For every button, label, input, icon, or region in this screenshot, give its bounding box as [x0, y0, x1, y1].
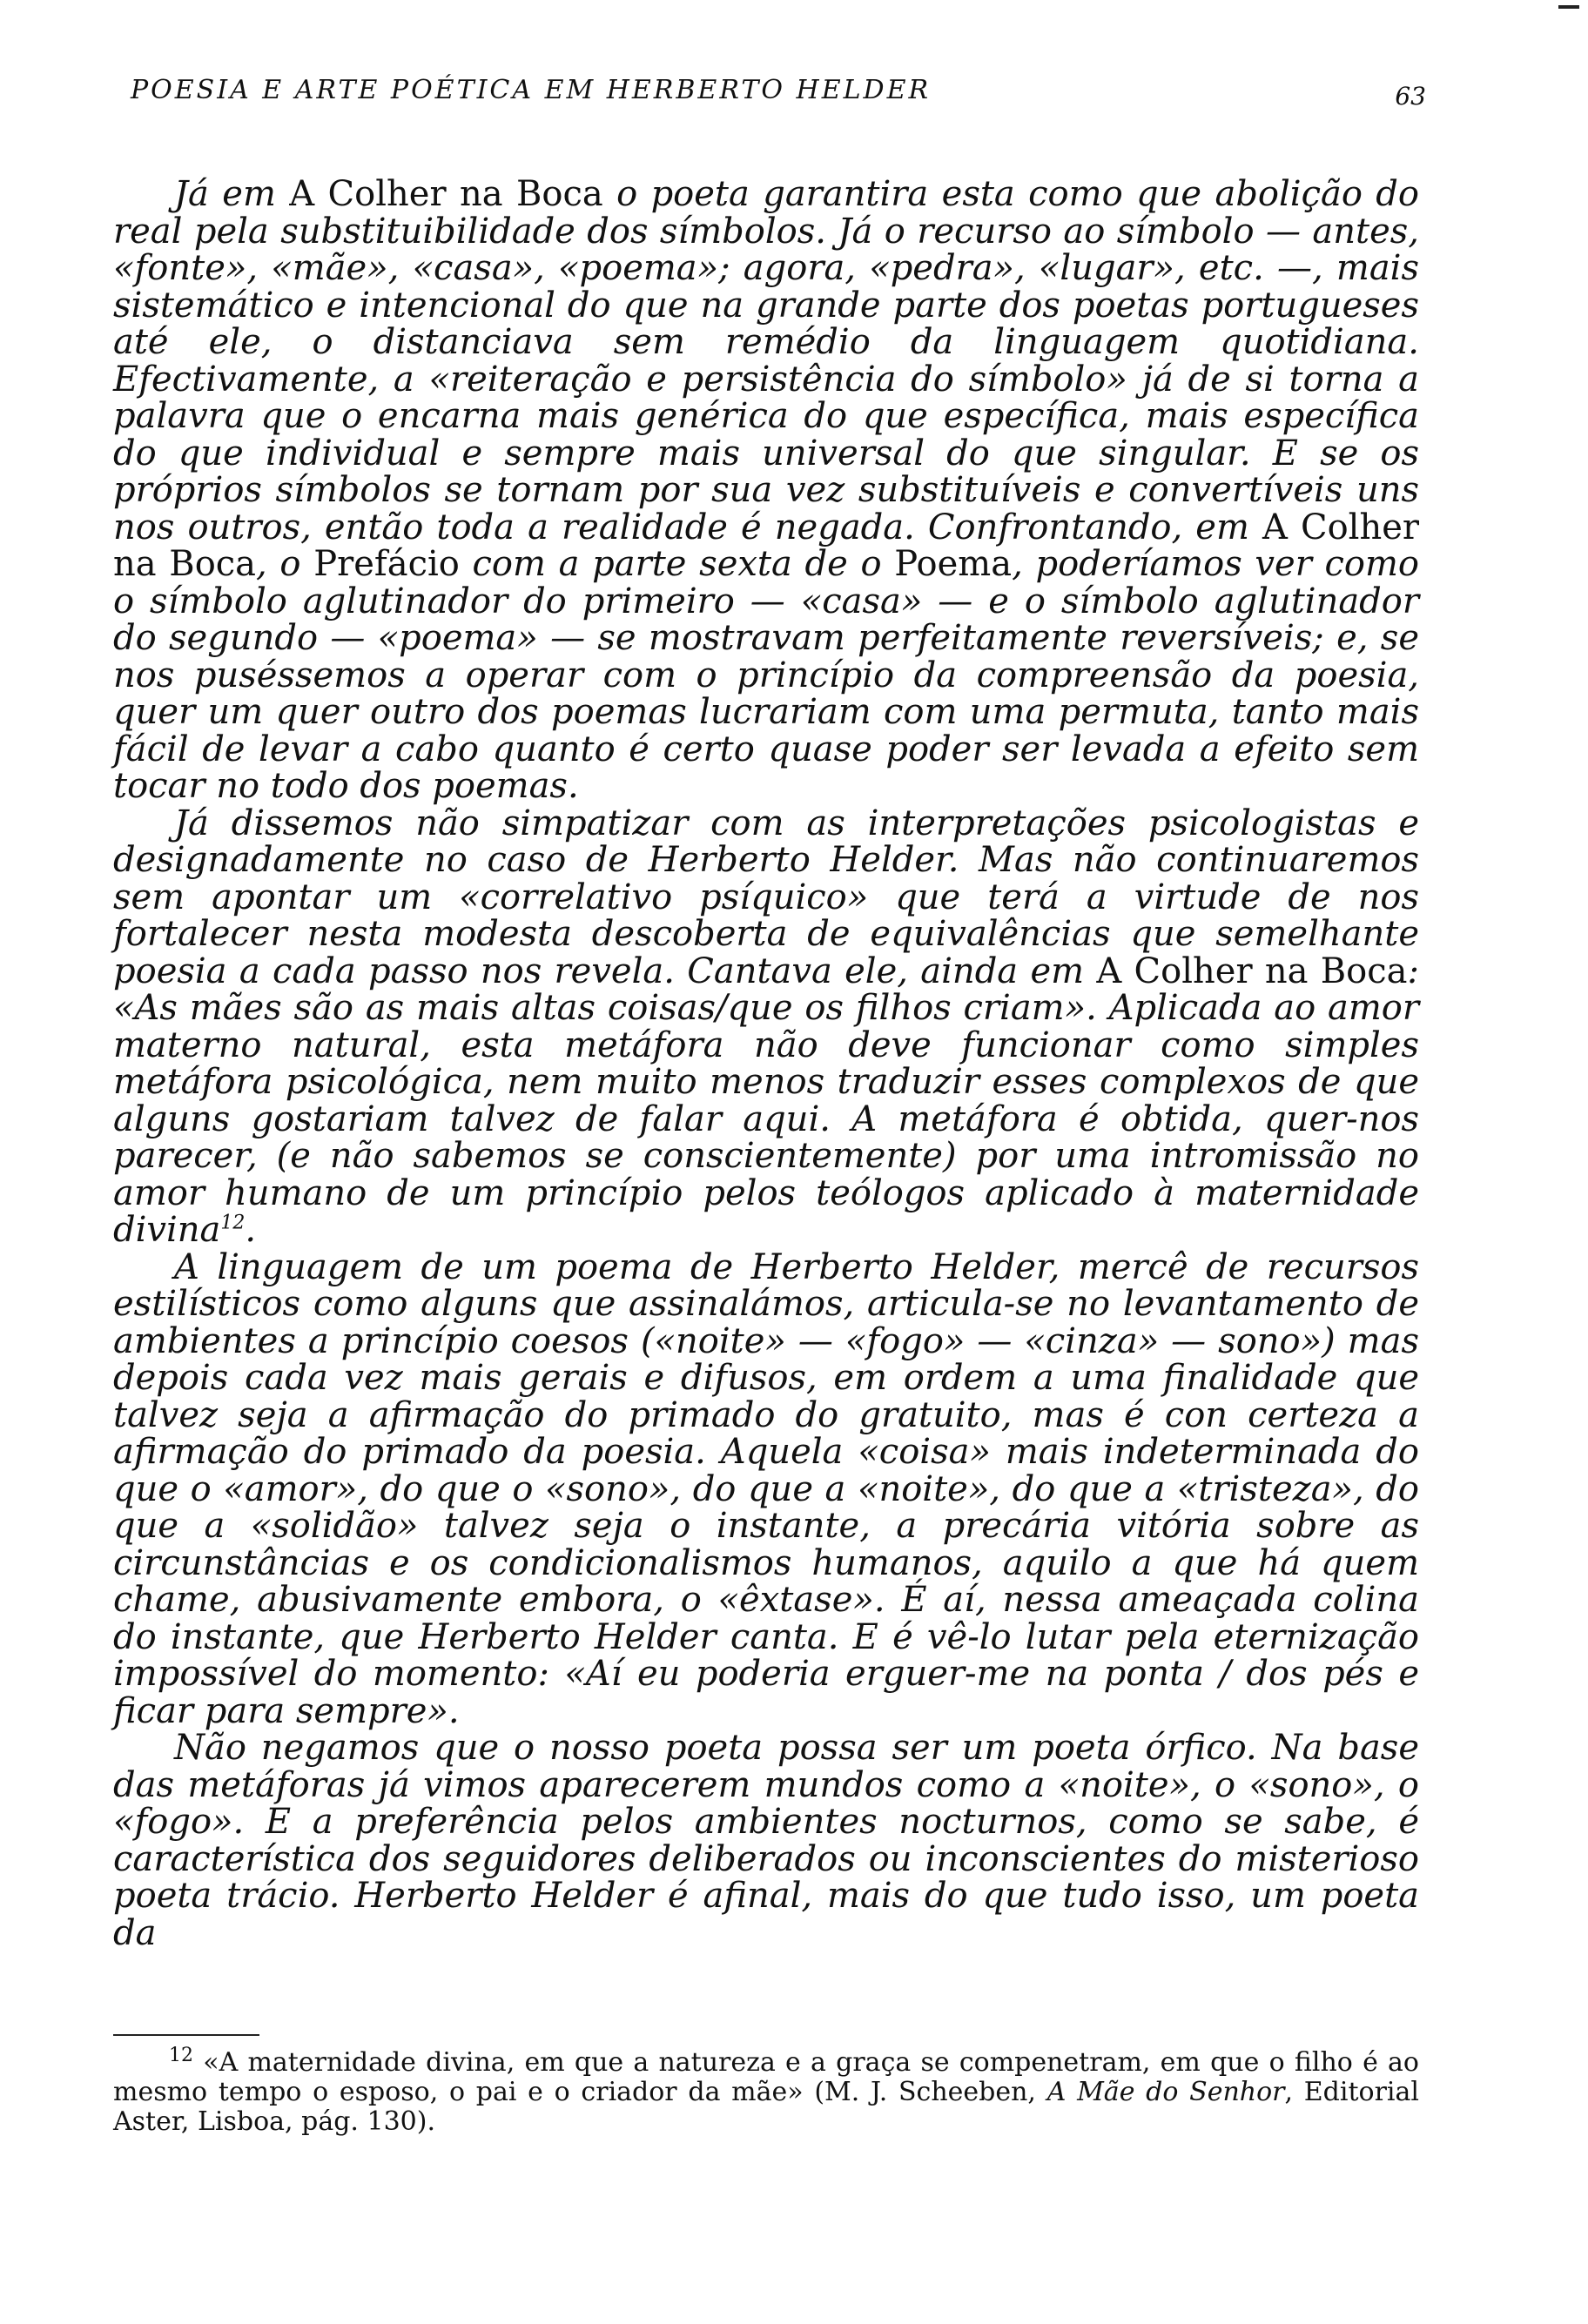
paragraph: [113, 1730, 1419, 1951]
footnote-book-title: A Mãe do Senhor: [1046, 2077, 1285, 2107]
text-run: com a parte sexta de o: [459, 544, 895, 584]
book-title: A Colher na Boca: [289, 174, 603, 214]
footnote: [113, 2045, 1420, 2137]
book-title: A Colher na Boca: [113, 507, 1419, 584]
footnote-rule: [113, 2034, 259, 2036]
text-run: , poderíamos ver como o símbolo aglutinador do primeiro — «casa» — e o símbolo aglutinador do segundo — «poema» — se mostravam perfeitamente reversíveis; e, se nos puséssemos a operar com o princípio da compreensão da poesia, quer um quer outro dos poemas lucrariam com uma permuta, tanto mais fácil de levar a cabo quanto é certo quase poder ser levada a efeito sem tocar no todo dos poemas.: [113, 544, 1419, 806]
corner-mark: [1558, 5, 1579, 9]
paragraph: [113, 1246, 1419, 1731]
text-run: Não negamos que o nosso poeta possa ser um poeta órfico. Na base das metáforas já vimos aparecerem mundos como a «noite», o «sono», o «fogo». E a preferência pelos ambientes nocturnos, como se sabe, é característica dos seguidores deliberados ou inconscientes do misterioso poeta trácio. Herberto Helder é afinal, mais do que tudo isso, um poeta da: [113, 1728, 1419, 1953]
footnote-number: 12: [169, 2045, 193, 2066]
book-title: A Colher na Boca: [1096, 950, 1408, 991]
footnote-ref: 12: [220, 1212, 246, 1234]
text-run: o poeta garantira esta como que abolição do real pela substituibilidade dos símbolos. Já o recurso ao símbolo — antes, «fonte», «mãe», «casa», «poema»; agora, «pedra», «lugar», etc. —, mais sistemático e intencional do que na grande parte dos poetas portugueses até ele, o distanciava sem remédio da linguagem quotidiana. Efectivamente, a «reiteração e persistência do símbolo» já de si torna a palavra que o encarna mais genérica do que específica, mais específica do que individual e sempre mais universal do que singular. E se os próprios símbolos se tornam por sua vez substituíveis e convertíveis uns nos outros, então toda a realidade é negada. Confrontando, em: [113, 174, 1419, 547]
footnote-text: , Editorial Aster, Lisboa, pág. 130).: [113, 2077, 1420, 2137]
body-text: [113, 176, 1419, 1951]
paragraph: [113, 176, 1419, 805]
work-title: Prefácio: [313, 544, 460, 584]
text-run: .: [245, 1210, 257, 1250]
page-header: [113, 70, 1426, 122]
text-run: Já dissemos não simpatizar com as interpretações psicologistas e designadamente no caso de Herberto Helder. Mas não continuaremos sem apontar um «correlativo psíquico» que terá a virtude de nos fortalecer nesta modesta descoberta de equivalências que semelhante poesia a cada passo nos revela. Cantava ele, ainda em: [113, 803, 1419, 991]
work-title: Poema: [894, 544, 1013, 584]
text-run: A linguagem de um poema de Herberto Helder, mercê de recursos estilísticos como alguns que assinalámos, articula-se no levantamento de ambientes a princípio coesos («noite» — «fogo» — «cinza» — sono») mas depois cada vez mais gerais e difusos, em ordem a uma finalidade que talvez seja a afirmação do primado do gratuito, mas é con certeza a afirmação do primado da poesia. Aquela «coisa» mais indeterminada do que o «amor», do que o «sono», do que a «noite», do que a «tristeza», do que a «solidão» talvez seja o instante, a precária vitória sobre as circunstâncias e os condicionalismos humanos, aquilo a que há quem chame, abusivamente embora, o «êxtase». É aí, nessa ameaçada colina do instante, que Herberto Helder canta. E é vê-lo lutar pela eternização impossível do momento: «Aí eu poderia erguer-me na ponta / dos pés e ficar para sempre».: [113, 1246, 1419, 1731]
paragraph: [113, 805, 1419, 1249]
footnote-text: «A maternidade divina, em que a natureza e a graça se compenetram, em que o filho é ao mesmo tempo o esposo, o pai e o criador da mãe» (M. J. Scheeben,: [113, 2047, 1419, 2107]
text-run: : «As mães são as mais altas coisas/que os filhos criam». Aplicada ao amor materno natural, esta metáfora não deve funcionar como simples metáfora psicológica, nem muito menos traduzir esses complexos de que alguns gostariam talvez de falar aqui. A metáfora é obtida, quer-nos parecer, (e não sabemos se conscientemente) por uma intromissão no amor humano de um princípio pelos teólogos aplicado à maternidade divina: [113, 950, 1420, 1250]
page-number: 63: [1395, 82, 1426, 111]
text-run: , o: [256, 544, 314, 584]
page: [113, 70, 1426, 2137]
text-run: Já em: [174, 174, 290, 214]
running-head: POESIA E ARTE POÉTICA EM HERBERTO HELDER: [131, 75, 932, 105]
